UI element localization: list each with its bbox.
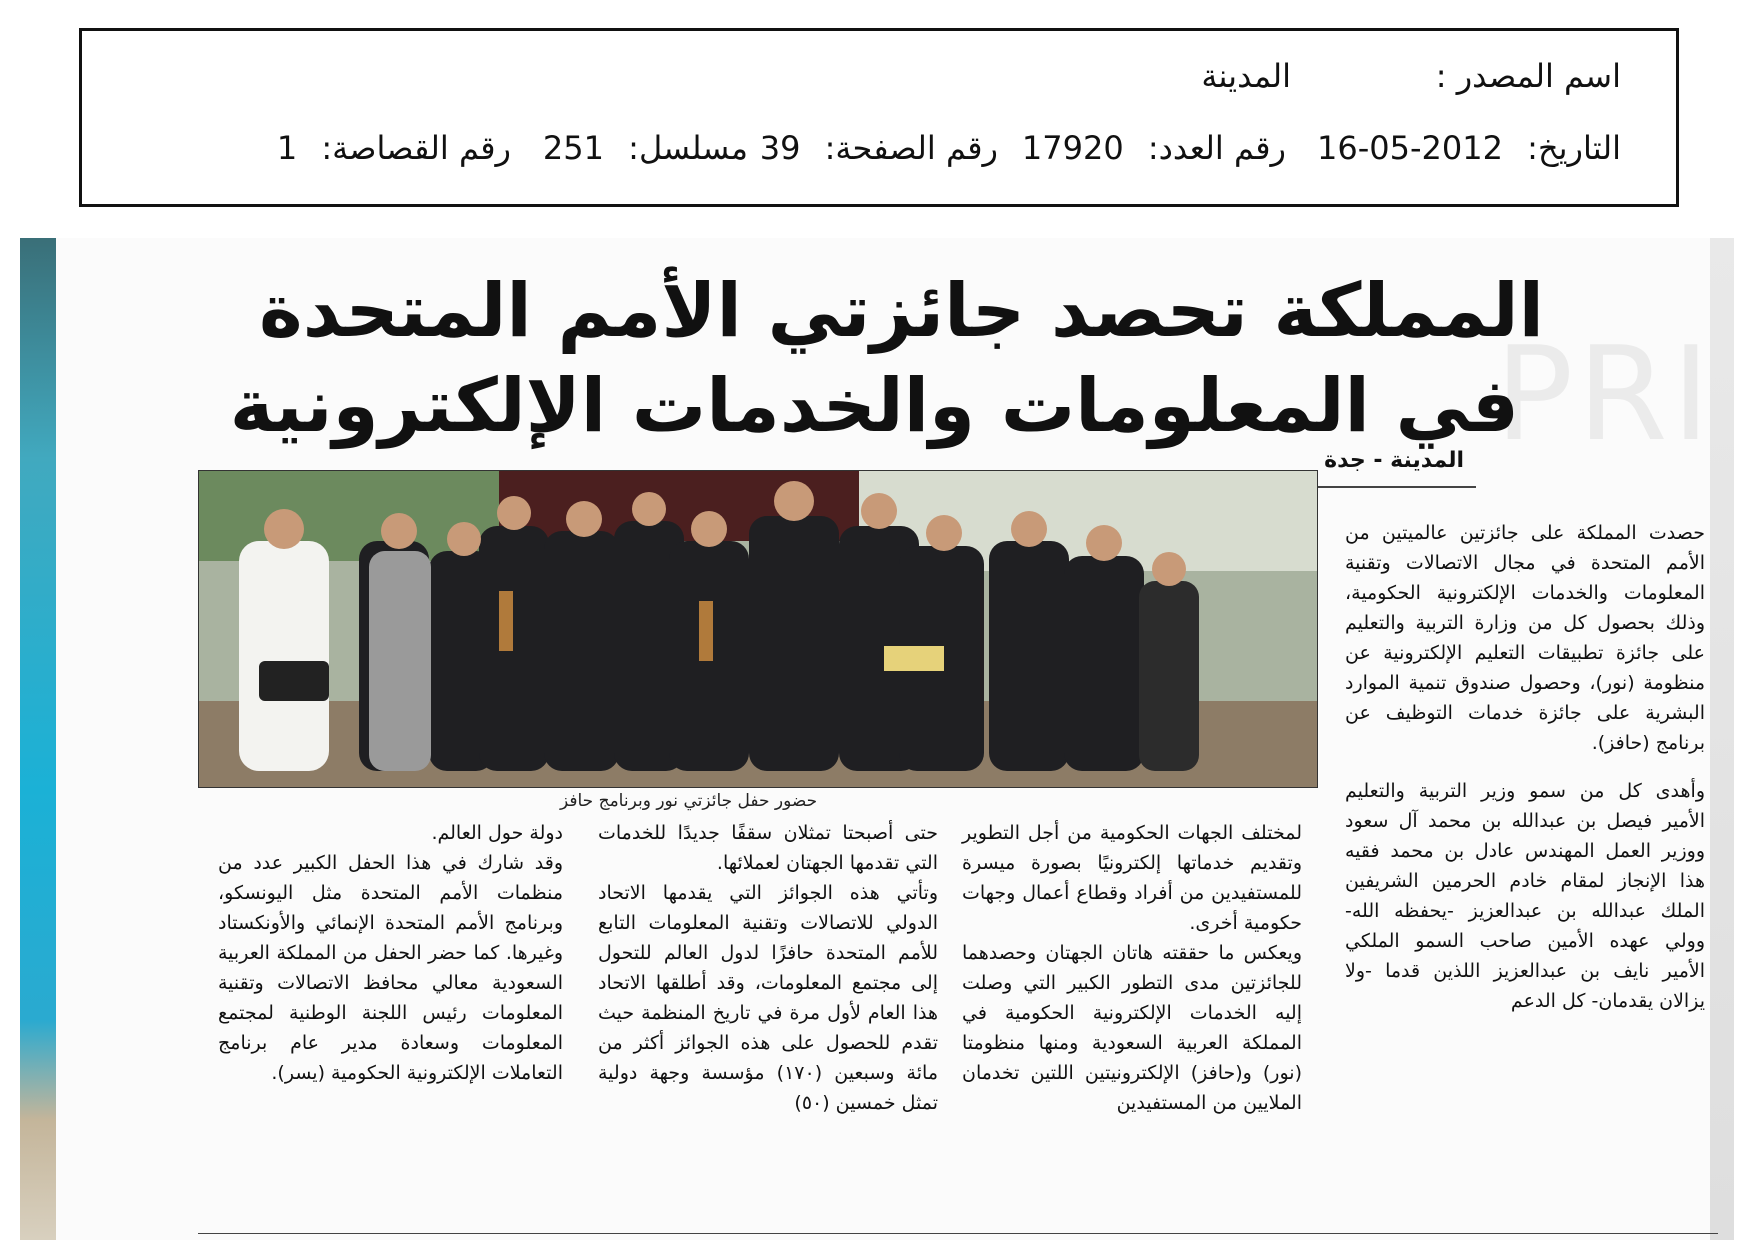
issue-label: رقم العدد: <box>1147 129 1286 167</box>
article-column-3 <box>598 818 938 1118</box>
article-column-2 <box>962 818 1302 1118</box>
column-2-paragraph-1: لمختلف الجهات الحكومية من أجل التطوير وتقديم خدماتها إلكترونيًا بصورة ميسرة للمستفيدين من أفراد وقطاع أعمال وجهات حكومية أخرى. <box>962 822 1302 934</box>
page-label: رقم الصفحة: <box>824 129 998 167</box>
metadata-row-source <box>82 57 1621 105</box>
serial-label: مسلسل: <box>628 129 748 167</box>
scan-edge-left <box>20 238 56 1240</box>
source-label: اسم المصدر : <box>1435 57 1621 95</box>
column-4-paragraph-1: دولة حول العالم. <box>431 822 563 844</box>
column-1-paragraph-1: حصدت المملكة على جائزتين عالميتين من الأمم المتحدة في مجال الاتصالات وتقنية المعلومات والخدمات الإلكترونية الحكومية، وذلك بحصول كل من وزارة التربية والتعليم على جائزة تطبيقات التعليم الإلكترونية عن منظومة (نور)، وحصول صندوق تنمية الموارد البشرية على جائزة خدمات التوظيف عن برنامج (حافز). <box>1345 522 1705 754</box>
newspaper-clipping <box>20 238 1734 1240</box>
column-3-paragraph-1: حتى أصبحتا تمثلان سقفًا جديدًا للخدمات التي تقدمها الجهتان لعملائها. <box>598 822 938 874</box>
article-column-1 <box>1345 518 1705 1016</box>
headline-line-1: المملكة تحصد جائزتي الأمم المتحدة <box>259 268 1544 354</box>
issue-value: 17920 <box>1021 129 1124 167</box>
headline-line-2: في المعلومات والخدمات الإلكترونية <box>229 363 1519 449</box>
clip-number-label: رقم القصاصة: <box>321 129 511 167</box>
bottom-rule <box>198 1233 1718 1234</box>
byline: المدينة - جدة <box>1324 448 1464 473</box>
date-label: التاريخ: <box>1527 129 1621 167</box>
clip-number-value: 1 <box>276 129 298 167</box>
metadata-row-details <box>82 129 1621 177</box>
background-watermark: PRI <box>1494 318 1714 470</box>
column-3-paragraph-2: وتأتي هذه الجوائز التي يقدمها الاتحاد الدولي للاتصالات وتقنية المعلومات التابع للأمم المتحدة حافزًا لدول العالم للتحول إلى مجتمع المعلومات، وقد أطلقها الاتحاد هذا العام لأول مرة في تاريخ المنظمة حيث تقدم للحصول على هذه الجوائز أكثر من مائة وسبعين (١٧٠) مؤسسة وجهة دولية تمثل خمسين (٥٠) <box>598 882 938 1114</box>
serial-value: 251 <box>542 129 604 167</box>
column-1-paragraph-2: وأهدى كل من سمو وزير التربية والتعليم الأمير فيصل بن عبدالله بن محمد آل سعود ووزير العمل المهندس عادل بن محمد فقيه هذا الإنجاز لمقام خادم الحرمين الشريفين الملك عبدالله بن عبدالعزيز -يحفظه الله- وولي عهده الأمين صاحب السمو الملكي الأمير نايف بن عبدالعزيز اللذين قدما -ولا يزالان يقدمان- كل الدعم <box>1345 780 1705 1012</box>
page-value: 39 <box>759 129 801 167</box>
clipping-metadata-box <box>79 28 1679 207</box>
photo-caption: حضور حفل جائزتي نور وبرنامج حافز <box>560 791 818 811</box>
column-2-paragraph-2: ويعكس ما حققته هاتان الجهتان وحصدهما للجائزتين مدى التطور الكبير التي وصلت إليه الخدمات الإلكترونية الحكومية في المملكة العربية السعودية ومنها منظومتا (نور) و(حافز) الإلكترونيتين اللتين تخدمان الملايين من المستفيدين <box>962 942 1302 1114</box>
group-photo-illustration <box>199 471 1317 787</box>
source-value: المدينة <box>1201 57 1291 95</box>
column-4-paragraph-2: وقد شارك في هذا الحفل الكبير عدد من منظمات الأمم المتحدة مثل اليونسكو، وبرنامج الأمم المتحدة الإنمائي والأونكستاد وغيرها. كما حضر الحفل من المملكة العربية السعودية معالي محافظ الاتصالات وتقنية المعلومات رئيس اللجنة الوطنية لمجتمع المعلومات وسعادة مدير عام برنامج التعاملات الإلكترونية الحكومية (يسر). <box>218 852 563 1084</box>
article-column-4 <box>218 818 563 1088</box>
date-value: 2012-05-16 <box>1317 129 1503 167</box>
event-photo <box>198 470 1318 788</box>
